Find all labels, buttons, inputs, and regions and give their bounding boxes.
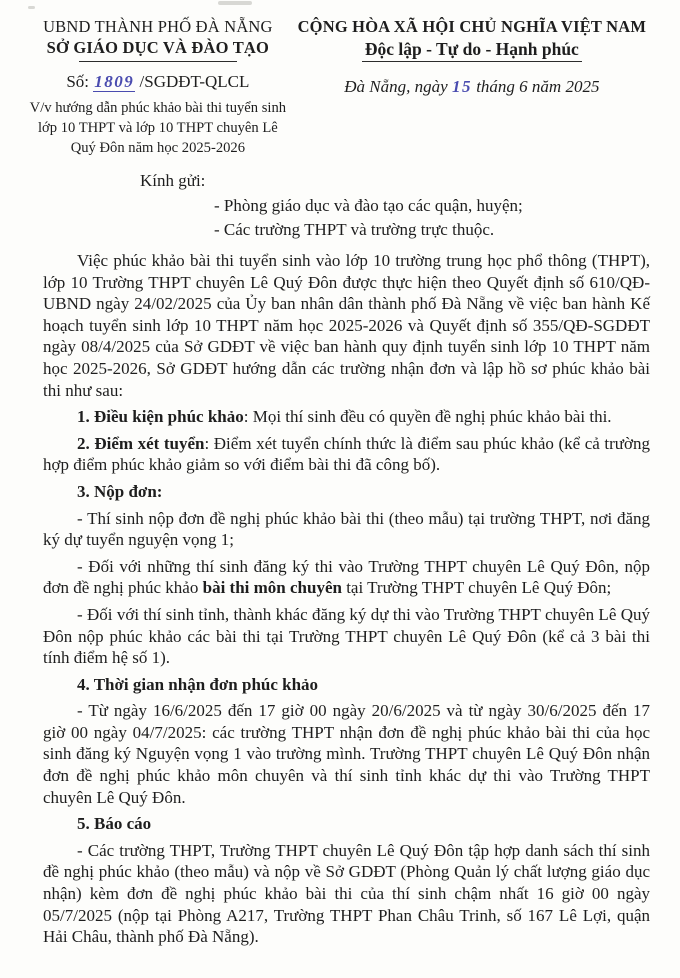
section-4-title: 4. Thời gian nhận đơn phúc khảo	[77, 674, 319, 694]
recipient-item: - Phòng giáo dục và đào tạo các quận, huyện;	[214, 196, 523, 215]
national-title: CỘNG HÒA XÃ HỘI CHỦ NGHĨA VIỆT NAM	[297, 17, 647, 36]
header-left-rule	[79, 61, 237, 62]
salutation-label: Kính gửi:	[140, 171, 206, 190]
section-2-text: : Điểm xét tuyển chính thức là điểm sau phúc khảo (kể cả trường hợp điểm phúc khảo giảm so với điểm bài thi đã công bố).	[43, 433, 650, 475]
recipient-item: - Các trường THPT và trường trực thuộc.	[214, 220, 495, 239]
document-body	[43, 250, 650, 948]
section-3-item-2-pre: - Đối với những thí sinh đăng ký thi vào Trường THPT chuyên Lê Quý Đôn, nộp đơn đề nghị phúc khảo	[43, 556, 650, 598]
section-3-item-2	[43, 556, 650, 599]
section-1-eligibility	[43, 406, 650, 428]
section-1-title: 1. Điều kiện phúc khảo	[77, 407, 244, 427]
document-subject: V/v hướng dẫn phúc khảo bài thi tuyển sinh lớp 10 THPT và lớp 10 THPT chuyên Lê Quý Đôn năm học 2025-2026	[29, 100, 287, 156]
section-2-title: 2. Điểm xét tuyển	[77, 433, 205, 453]
scan-artifact	[28, 6, 35, 9]
national-motto: Độc lập - Tự do - Hạnh phúc	[362, 38, 582, 62]
date-suffix: tháng 6 năm 2025	[476, 77, 600, 96]
national-header-block	[290, 16, 654, 158]
section-5-item-1: - Các trường THPT, Trường THPT chuyên Lê Quý Đôn tập hợp danh sách thí sinh đề nghị phúc khảo (theo mẫu) và nộp về Sở GDĐT (Phòng Quản lý chất lượng giáo dục nhận) kèm đơn đề nghị phúc khảo bài thi của thí sinh chậm nhất 16 giờ 00 ngày 05/7/2025 (nộp tại Phòng A217, Trường THPT Phan Châu Trinh, số 167 Lê Lợi, quận Hải Châu, thành phố Đà Nẵng).	[43, 840, 650, 947]
place-date-line	[290, 77, 654, 97]
section-3-item-2-bold: bài thi môn chuyên	[202, 578, 342, 598]
parent-organization: UBND THÀNH PHỐ ĐÀ NẴNG	[43, 17, 273, 36]
section-3-title: 3. Nộp đơn:	[77, 481, 163, 501]
section-4-item-1: - Từ ngày 16/6/2025 đến 17 giờ 00 ngày 20/6/2025 và từ ngày 30/6/2025 đến 17 giờ 00 ngày 04/7/2025: các trường THPT nhận đơn đề nghị phúc khảo bài thi của học sinh đăng ký Nguyện vọng 1 vào trường mình. Trường THPT chuyên Lê Quý Đôn nhận đơn đề nghị phúc khảo môn chuyên và thí sinh tỉnh khác dự thi vào Trường THPT chuyên Lê Quý Đôn.	[43, 701, 650, 807]
section-3-item-1: - Thí sinh nộp đơn đề nghị phúc khảo bài thi (theo mẫu) tại trường THPT, nơi đăng ký dự tuyển nguyện vọng 1;	[43, 508, 650, 550]
recipient-list	[214, 194, 680, 241]
issuing-agency-block	[26, 16, 290, 158]
section-2-score	[43, 433, 650, 476]
document-number-line	[26, 72, 290, 92]
document-header	[0, 0, 680, 158]
document-number-handwritten: 1809	[94, 72, 135, 91]
section-5-title: 5. Báo cáo	[77, 814, 152, 834]
issuing-organization: SỞ GIÁO DỤC VÀ ĐÀO TẠO	[46, 38, 270, 57]
date-prefix: Đà Nẵng, ngày	[344, 77, 448, 96]
date-day-handwritten: 15	[451, 77, 472, 96]
document-number-label: Số:	[66, 72, 90, 91]
scan-artifact	[218, 1, 252, 5]
salutation-block	[0, 169, 680, 241]
paragraph-intro: Việc phúc khảo bài thi tuyển sinh vào lớp 10 trường trung học phổ thông (THPT), lớp 10 Trường THPT chuyên Lê Quý Đôn được thực hiện theo Quyết định số 610/QĐ-UBND ngày 24/02/2025 của Ủy ban nhân dân thành phố Đà Nẵng về việc ban hành Kế hoạch tuyển sinh lớp 10 THPT năm học 2025-2026 và Quyết định số 355/QĐ-SGDĐT ngày 08/4/2025 của Sở GDĐT về việc ban hành quy định tuyển sinh lớp 10 THPT năm học 2025-2026, Sở GDĐT hướng dẫn các trường nhận đơn và lập hồ sơ phúc khảo bài thi như sau:	[43, 251, 650, 400]
section-3-item-2-post: tại Trường THPT chuyên Lê Quý Đôn;	[341, 578, 612, 598]
section-1-text: : Mọi thí sinh đều có quyền đề nghị phúc khảo bài thi.	[243, 407, 612, 427]
section-3-item-3: - Đối với thí sinh tỉnh, thành khác đăng ký dự thi vào Trường THPT chuyên Lê Quý Đôn nộp phúc khảo các bài thi tại Trường THPT chuyên Lê Quý Đôn (kể cả 3 bài thi tính điểm hệ số 1).	[43, 604, 650, 668]
document-number-suffix: /SGDĐT-QLCL	[139, 72, 250, 91]
